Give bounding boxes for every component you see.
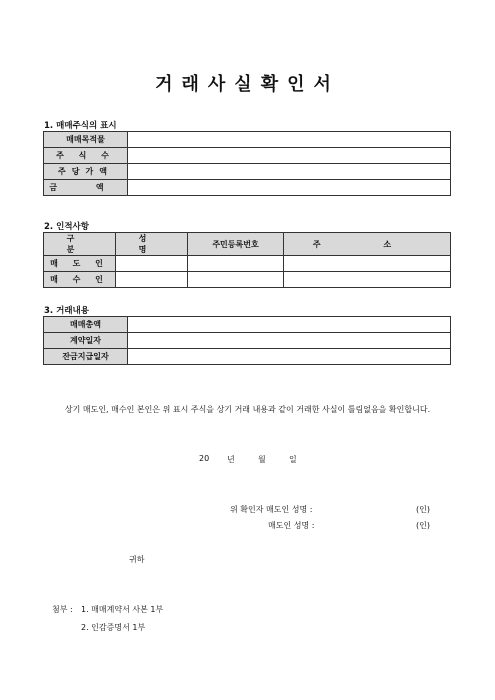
- address-cell[interactable]: [284, 272, 451, 288]
- row-label: 매 도 인: [44, 256, 116, 272]
- id-number-cell[interactable]: [188, 256, 284, 272]
- column-header: 구 분: [44, 233, 116, 256]
- date-month-unit: 월: [258, 455, 266, 464]
- table-row: [44, 349, 451, 365]
- table-row: [44, 148, 451, 164]
- attachment-item: 2. 인감증명서 1부: [81, 623, 146, 632]
- table-row: [44, 180, 451, 196]
- table-row: [44, 317, 451, 333]
- row-label: 매매목적물: [44, 132, 128, 148]
- party-table: [43, 232, 451, 288]
- date-day-unit: 일: [289, 455, 297, 464]
- signer-line-1: 위 확인자 매도인 성명 :: [230, 505, 313, 514]
- table-row: [44, 272, 451, 288]
- row-label: 잔금지급일자: [44, 349, 128, 365]
- table-header-row: [44, 233, 451, 256]
- section1-heading: 1. 매매주식의 표시: [44, 121, 117, 131]
- date-year: 20: [199, 454, 210, 463]
- section3-heading: 3. 거래내용: [44, 306, 89, 316]
- value-cell[interactable]: [128, 132, 451, 148]
- table-row: [44, 256, 451, 272]
- row-label: 매매총액: [44, 317, 128, 333]
- row-label: 금 액: [44, 180, 128, 196]
- value-cell[interactable]: [128, 317, 451, 333]
- confirmation-statement: 상기 매도인, 매수인 본인은 위 표시 주식을 상기 거래 내용과 같이 거래한 사실이 틀림없음을 확인합니다.: [64, 405, 431, 414]
- section2-heading: 2. 인적사항: [44, 222, 89, 232]
- table-row: [44, 164, 451, 180]
- name-cell[interactable]: [116, 272, 188, 288]
- seal-mark-2: (인): [416, 521, 430, 530]
- value-cell[interactable]: [128, 164, 451, 180]
- column-header: 성 명: [116, 233, 188, 256]
- name-cell[interactable]: [116, 256, 188, 272]
- addressee: 귀하: [129, 555, 145, 564]
- date-year-unit: 년: [227, 455, 235, 464]
- table-row: [44, 132, 451, 148]
- id-number-cell[interactable]: [188, 272, 284, 288]
- seal-mark-1: (인): [416, 505, 430, 514]
- row-label: 주 식 수: [44, 148, 128, 164]
- attachment-label: 첨부 :: [52, 605, 73, 614]
- attachment-item: 1. 매매계약서 사본 1부: [81, 605, 164, 614]
- column-header: 주 소: [284, 233, 451, 256]
- column-header: 주민등록번호: [188, 233, 284, 256]
- signer-line-2: 매도인 성명 :: [268, 521, 315, 530]
- value-cell[interactable]: [128, 333, 451, 349]
- value-cell[interactable]: [128, 349, 451, 365]
- address-cell[interactable]: [284, 256, 451, 272]
- value-cell[interactable]: [128, 148, 451, 164]
- transaction-table: [43, 316, 451, 365]
- table-row: [44, 333, 451, 349]
- row-label: 계약일자: [44, 333, 128, 349]
- value-cell[interactable]: [128, 180, 451, 196]
- stock-table: [43, 131, 451, 196]
- document-title: 거래사실확인서: [155, 74, 340, 95]
- row-label: 매 수 인: [44, 272, 116, 288]
- row-label: 주당가액: [44, 164, 128, 180]
